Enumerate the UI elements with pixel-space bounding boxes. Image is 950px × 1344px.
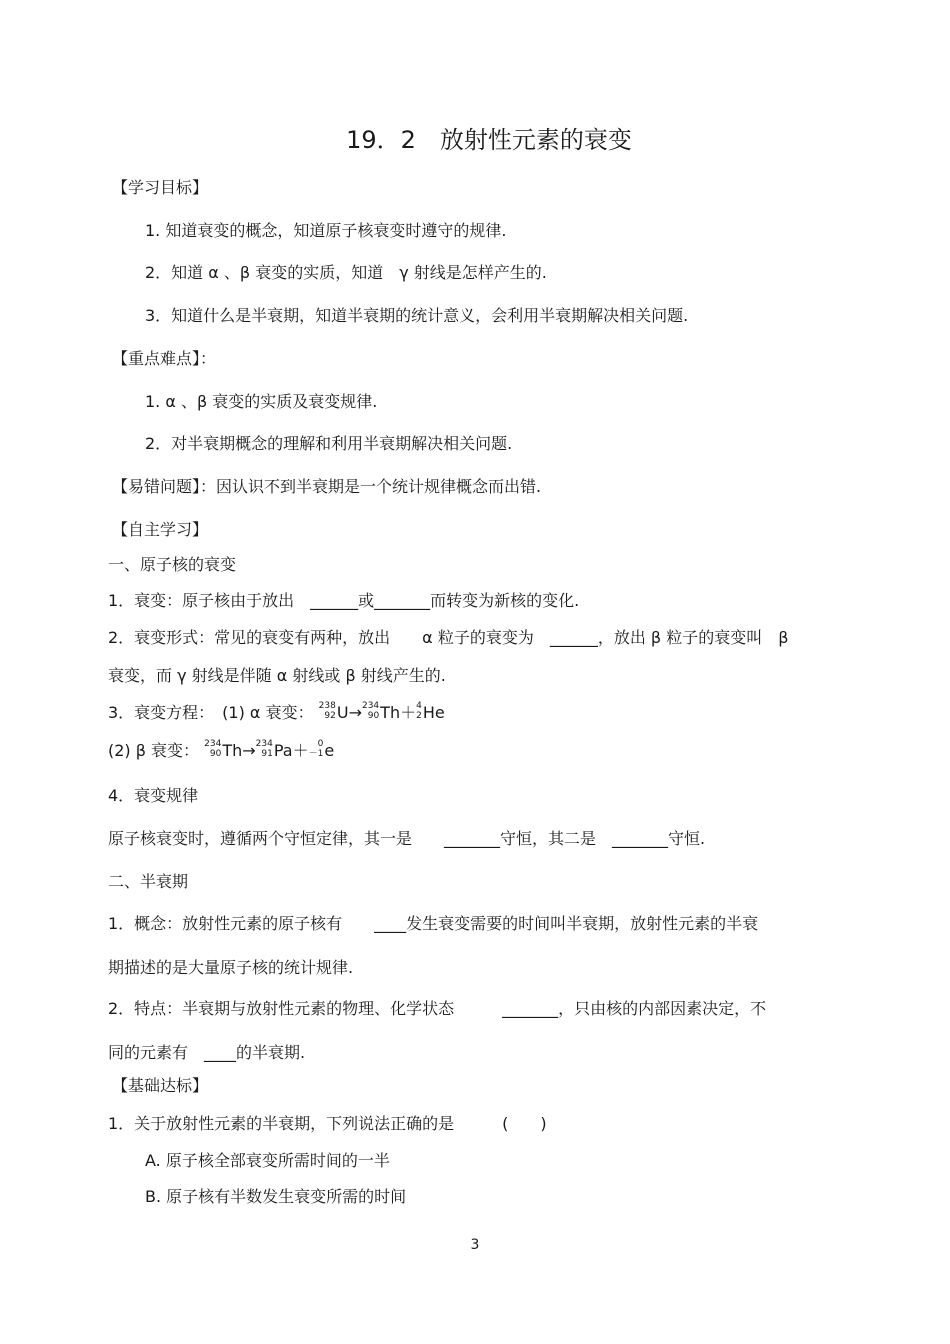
question-1: 1．关于放射性元素的半衰期，下列说法正确的是 ( ) xyxy=(108,1114,547,1133)
half-life-feature-line-1: 2．特点：半衰期与放射性元素的物理、化学状态 _______，只由核的内部因素决定，不 xyxy=(108,999,767,1018)
self-study-header: 【自主学习】 xyxy=(112,520,209,539)
decay-definition: 1．衰变：原子核由于放出 ______或_______而转变为新核的变化. xyxy=(108,591,580,610)
half-life-feature-line-2: 同的元素有 ____的半衰期. xyxy=(108,1043,306,1062)
nuclide-protactinium: 234 91 Pa＋ xyxy=(255,738,309,760)
basic-header: 【基础达标】 xyxy=(112,1076,209,1095)
goal-item-1: 1. 知道衰变的概念，知道原子核衰变时遵守的规律. xyxy=(145,221,507,240)
nuclide-thorium: 234 90 Th→ xyxy=(204,738,256,760)
nuclide-electron: 0 －1 e xyxy=(308,738,335,760)
nuclide-helium: 4 2 He xyxy=(416,700,445,722)
key-item-2: 2．对半衰期概念的理解和利用半衰期解决相关问题. xyxy=(145,434,513,453)
conservation-line: 原子核衰变时，遵循两个守恒定律，其一是 _______守恒，其二是 _______守恒. xyxy=(108,829,706,848)
nuclide-uranium: 238 92 U→ xyxy=(318,700,362,722)
decay-rules-heading: 4．衰变规律 xyxy=(108,786,199,805)
goal-item-2: 2．知道 α 、β 衰变的实质，知道 γ 射线是怎样产生的. xyxy=(145,263,547,282)
beta-decay-equation xyxy=(108,738,335,761)
decay-forms-line-2: 衰变，而 γ 射线是伴随 α 射线或 β 射线产生的. xyxy=(108,666,446,685)
equation-prefix: (2) β 衰变： xyxy=(108,741,200,760)
alpha-decay-equation xyxy=(108,700,445,723)
nuclide-thorium: 234 90 Th＋ xyxy=(361,700,417,722)
page-title: 19．2 放射性元素的衰变 xyxy=(346,126,632,154)
error-line: 【易错问题】：因认识不到半衰期是一个统计规律概念而出错. xyxy=(112,477,542,496)
goal-item-3: 3．知道什么是半衰期，知道半衰期的统计意义，会利用半衰期解决相关问题. xyxy=(145,306,689,325)
decay-forms-line-1: 2．衰变形式：常见的衰变有两种，放出 α 粒子的衰变为 ______，放出 β 粒子的衰变叫 β xyxy=(108,628,789,647)
half-life-concept-line-1: 1．概念：放射性元素的原子核有 ____发生衰变需要的时间叫半衰期，放射性元素的半衰 xyxy=(108,914,759,933)
option-b: B. 原子核有半数发生衰变所需的时间 xyxy=(145,1187,407,1206)
section-2-heading: 二、半衰期 xyxy=(108,872,189,891)
section-1-heading: 一、原子核的衰变 xyxy=(108,555,237,574)
equation-prefix: 3．衰变方程： (1) α 衰变： xyxy=(108,703,314,722)
key-item-1: 1. α 、β 衰变的实质及衰变规律. xyxy=(145,392,378,411)
option-a: A. 原子核全部衰变所需时间的一半 xyxy=(145,1151,390,1170)
half-life-concept-line-2: 期描述的是大量原子核的统计规律. xyxy=(108,958,354,977)
key-header: 【重点难点】： xyxy=(112,349,217,368)
goals-header: 【学习目标】 xyxy=(112,178,209,197)
page-number: 3 xyxy=(470,1237,480,1253)
